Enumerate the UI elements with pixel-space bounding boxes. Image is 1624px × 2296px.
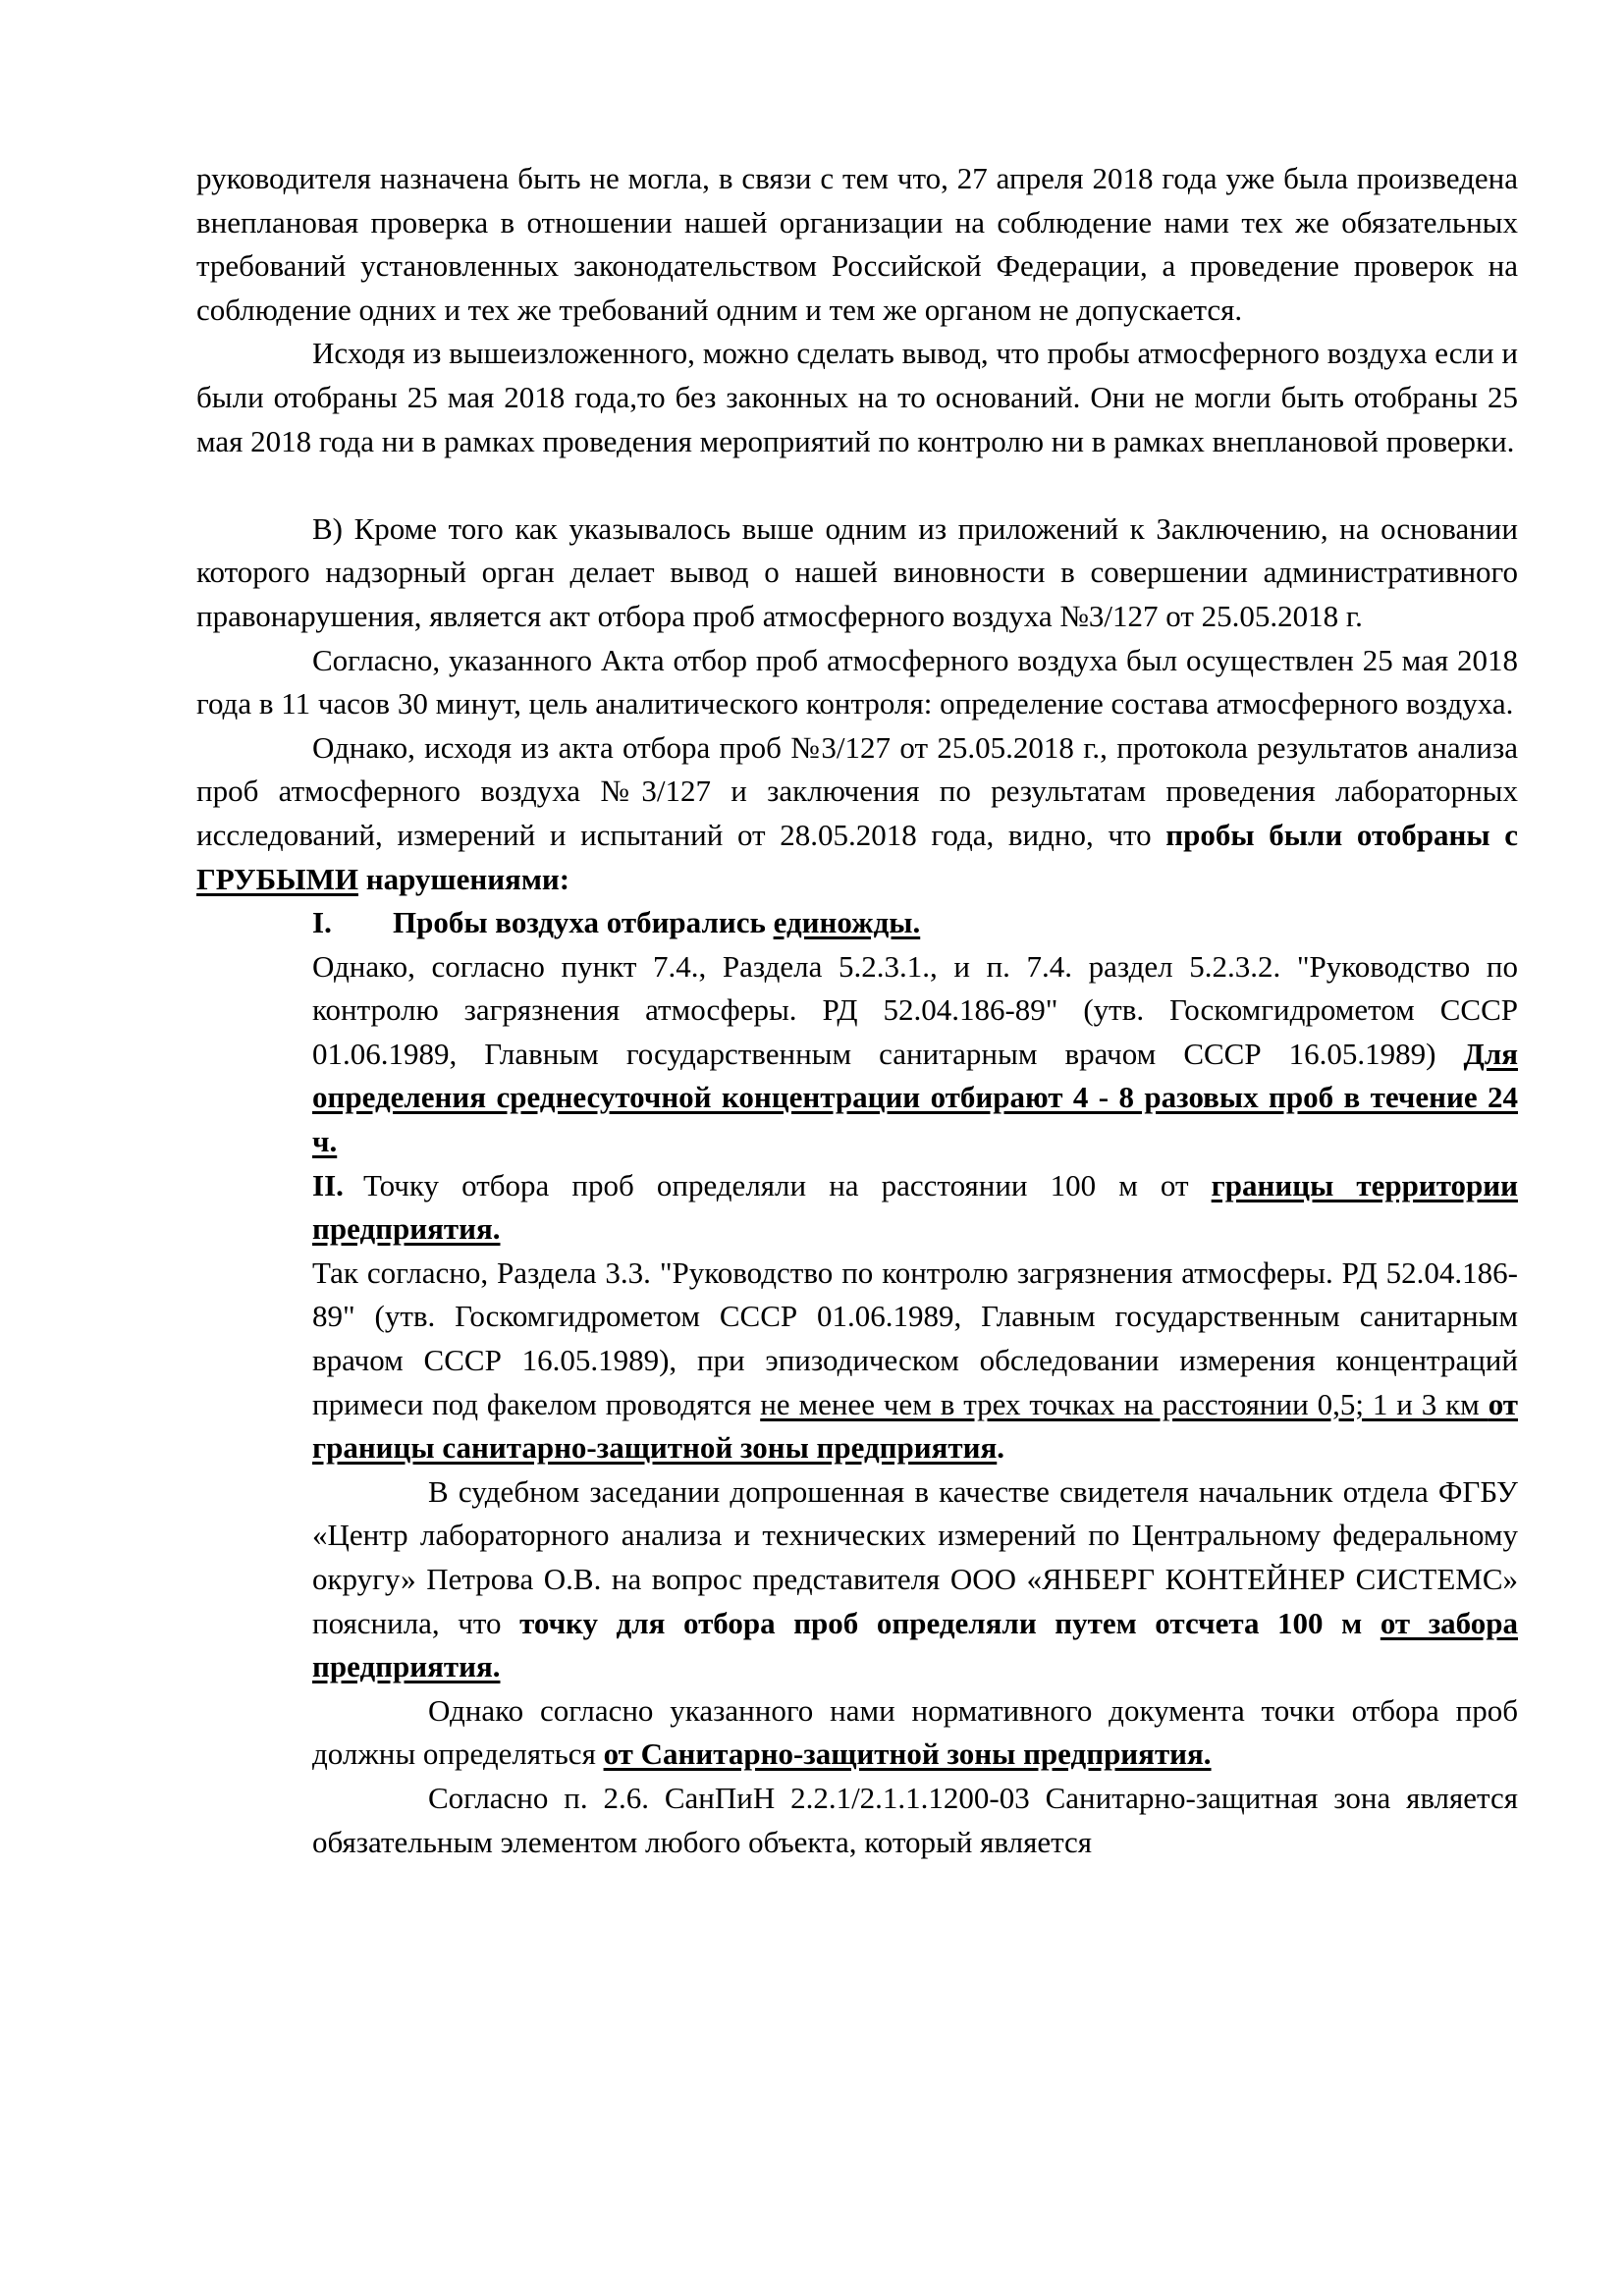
bold-underlined-text: от границы санитарно-защитной зоны предприятия [312, 1386, 1519, 1466]
paragraph-section-v: В) Кроме того как указывалось выше одним из приложений к Заключению, на основании которого надзорный орган делает вывод о нашей виновности в совершении административного правонарушения, является акт отбора проб атмосферного воздуха №3/127 от 25.05.2018 г. [196, 510, 1518, 633]
bold-text: точку для отбора проб определяли путем отсчета 100 м [519, 1605, 1380, 1640]
paragraph-normative [196, 1689, 1518, 1777]
bold-text: . [997, 1430, 1005, 1466]
paragraph-continuation: руководителя назначена быть не могла, в связи с тем что, 27 апреля 2018 года уже была произведена внеплановая проверка в отношении нашей организации на соблюдение нами тех же обязательных требований установленных законодательством Российской Федерации, а проведение проверок на соблюдение одних и тех же требований одним и тем же органом не допускается. [196, 161, 1518, 327]
paragraph-section-3-3 [196, 1252, 1518, 1470]
paragraph-violations-intro [196, 726, 1518, 901]
text: Так согласно, Раздела 3.3. "Руководство по контролю загрязнения атмосферы. РД 52.04.186-89" (утв. Госкомгидрометом СССР 01.06.1989, Главным государственным санитарным врачом СССР 16.05.1989), при эпизодическом обследовании измерения концентраций примеси под факелом проводятся [312, 1255, 1518, 1421]
paragraph-conclusion: Исходя из вышеизложенного, можно сделать вывод, что пробы атмосферного воздуха если и были отобраны 25 мая 2018 года,то без законных на то оснований. Они не могли быть отобраны 25 мая 2018 года ни в рамках проведения мероприятий по контролю ни в рамках внеплановой проверки. [196, 336, 1518, 458]
text: В судебном заседании допрошенная в качестве свидетеля начальник отдела ФГБУ «Центр лабораторного анализа и технических измерений по Центральному федеральному округу» Петрова О.В. на вопрос представителя ООО «ЯНБЕРГ КОНТЕЙНЕР СИСТЕМС» пояснила, что [312, 1473, 1518, 1640]
document-page [196, 157, 1518, 1864]
paragraph-regulation-ref [196, 945, 1518, 1164]
bold-text: нарушениями: [357, 861, 570, 896]
bold-text: пробы были отобраны с [1165, 817, 1518, 852]
list-number: II. [312, 1167, 344, 1202]
bold-underlined-text: ГРУБЫМИ [196, 861, 358, 896]
list-item-2 [196, 1164, 1518, 1252]
list-number: I. [312, 905, 332, 940]
underlined-text: не менее чем в трех точках на расстоянии 0,5; 1 и 3 км [760, 1386, 1489, 1421]
paragraph-act-details: Согласно, указанного Акта отбор проб атмосферного воздуха был осуществлен 25 мая 2018 года в 11 часов 30 минут, цель аналитического контроля: определение состава атмосферного воздуха. [196, 642, 1518, 721]
bold-underlined-text: границы территории предприятия. [312, 1167, 1518, 1247]
text: Однако согласно указанного нами нормативного документа точки отбора проб должны определяться [312, 1692, 1518, 1772]
text: Однако, исходя из акта отбора проб №3/127 от 25.05.2018 г., протокола результатов анализа проб атмосферного воздуха №3/127 и заключения по результатам проведения лабораторных исследований, измерений и испытаний от 28.05.2018 года, видно, что [196, 729, 1518, 852]
paragraph-witness [196, 1470, 1518, 1689]
bold-underlined-text: единожды. [773, 905, 921, 940]
paragraph-sanpin: Согласно п. 2.6. СанПиН 2.2.1/2.1.1.1200-03 Санитарно-защитная зона является обязательным элементом любого объекта, который является [312, 1780, 1518, 1859]
text: Точку отбора проб определяли на расстоянии 100 м от [363, 1167, 1212, 1202]
bold-text: Пробы воздуха отбирались [393, 905, 774, 940]
bold-underlined-text: Для определения среднесуточной концентрации отбирают 4 - 8 разовых проб в течение 24 ч. [312, 1036, 1518, 1159]
blank-line [196, 463, 1518, 507]
text: Однако, согласно пункт 7.4., Раздела 5.2.3.1., и п. 7.4. раздел 5.2.3.2. "Руководство по контролю загрязнения атмосферы. РД 52.04.186-89" (утв. Госкомгидрометом СССР 01.06.1989, Главным государственным санитарным врачом СССР 16.05.1989) [312, 948, 1518, 1071]
bold-underlined-text: от Санитарно-защитной зоны предприятия. [603, 1736, 1212, 1772]
list-item-1 [196, 901, 1518, 945]
bold-underlined-text: от забора предприятия. [312, 1605, 1519, 1684]
